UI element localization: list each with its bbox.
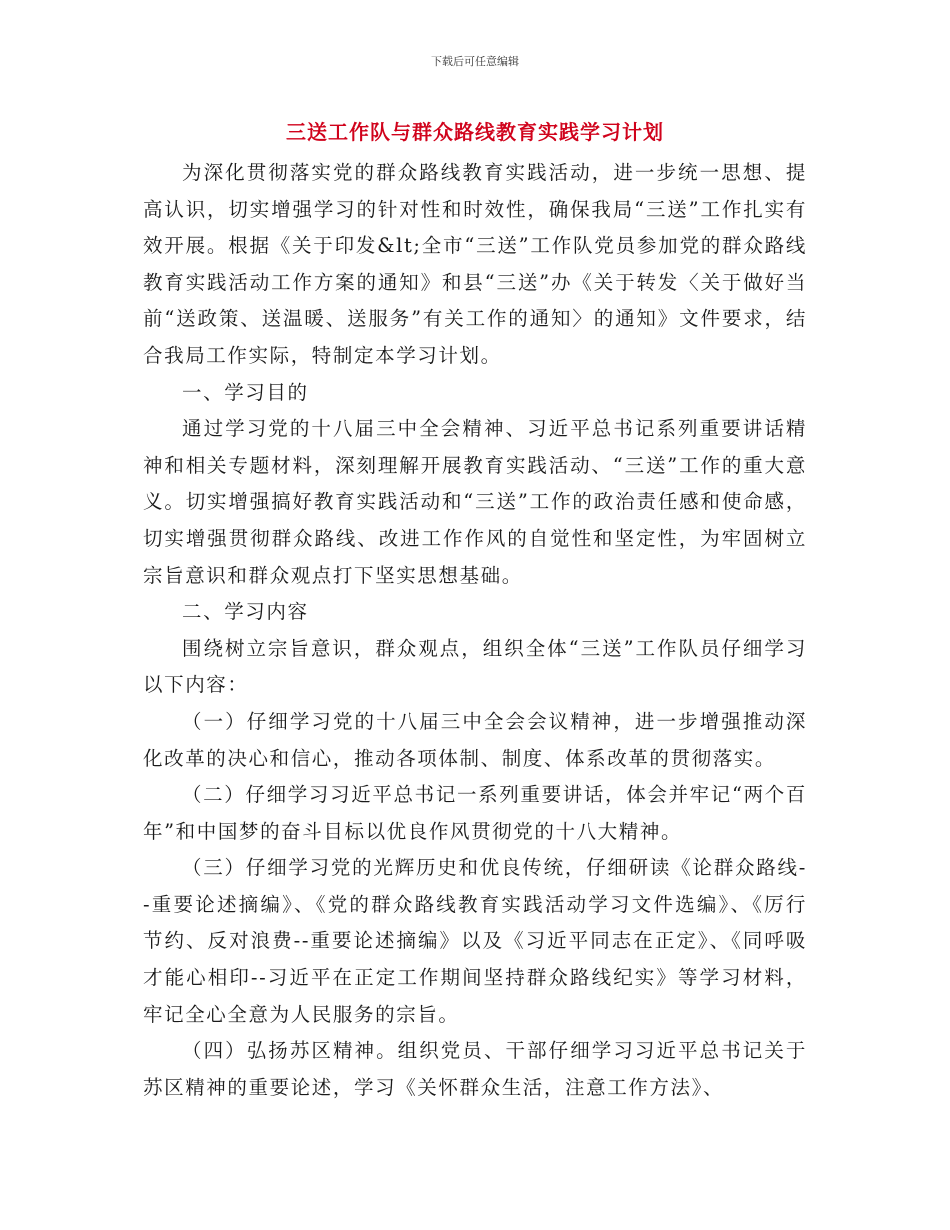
document-body — [143, 155, 807, 1106]
section-heading-content: 二、学习内容 — [182, 600, 309, 624]
content-item-3: （三）仔细学习党的光辉历史和优良传统，仔细研读《论群众路线--重要论述摘编》、《党的群众路线教育实践活动学习文件选编》、《厉行节约、反对浪费--重要论述摘编》以及《习近平同志在正定》、《同呼吸才能心相印--习近平在正定工作期间坚持群众路线纪实》等学习材料，牢记全心全意为人民服务的宗旨。 — [143, 856, 807, 1026]
section-heading-purpose: 一、学习目的 — [182, 380, 309, 404]
intro-paragraph: 为深化贯彻落实党的群众路线教育实践活动，进一步统一思想、提高认识，切实增强学习的针对性和时效性，确保我局“三送”工作扎实有效开展。根据《关于印发&lt;全市“三送”工作队党员参加党的群众路线教育实践活动工作方案的通知》和县“三送”办《关于转发〈关于做好当前“送政策、送温暖、送服务”有关工作的通知〉的通知》文件要求，结合我局工作实际，特制定本学习计划。 — [143, 161, 807, 367]
content-item-1: （一）仔细学习党的十八届三中全会会议精神，进一步增强推动深化改革的决心和信心，推动各项体制、制度、体系改革的贯彻落实。 — [143, 709, 807, 770]
content-item-4: （四）弘扬苏区精神。组织党员、干部仔细学习习近平总书记关于苏区精神的重要论述，学习《关怀群众生活，注意工作方法》、 — [143, 1039, 807, 1099]
content-item-2: （二）仔细学习习近平总书记一系列重要讲话，体会并牢记“两个百年”和中国梦的奋斗目标以优良作风贯彻党的十八大精神。 — [143, 783, 807, 843]
content-intro-paragraph: 围绕树立宗旨意识，群众观点，组织全体“三送”工作队员仔细学习以下内容： — [143, 636, 807, 697]
header-note: 下载后可任意编辑 — [431, 55, 519, 68]
purpose-paragraph: 通过学习党的十八届三中全会精神、习近平总书记系列重要讲话精神和相关专题材料，深刻理解开展教育实践活动、“三送”工作的重大意义。切实增强搞好教育实践活动和“三送”工作的政治责任感和使命感，切实增强贯彻群众路线、改进工作作风的自觉性和坚定性，为牢固树立宗旨意识和群众观点打下坚实思想基础。 — [143, 417, 807, 587]
document-title: 三送工作队与群众路线教育实践学习计划 — [286, 120, 664, 144]
